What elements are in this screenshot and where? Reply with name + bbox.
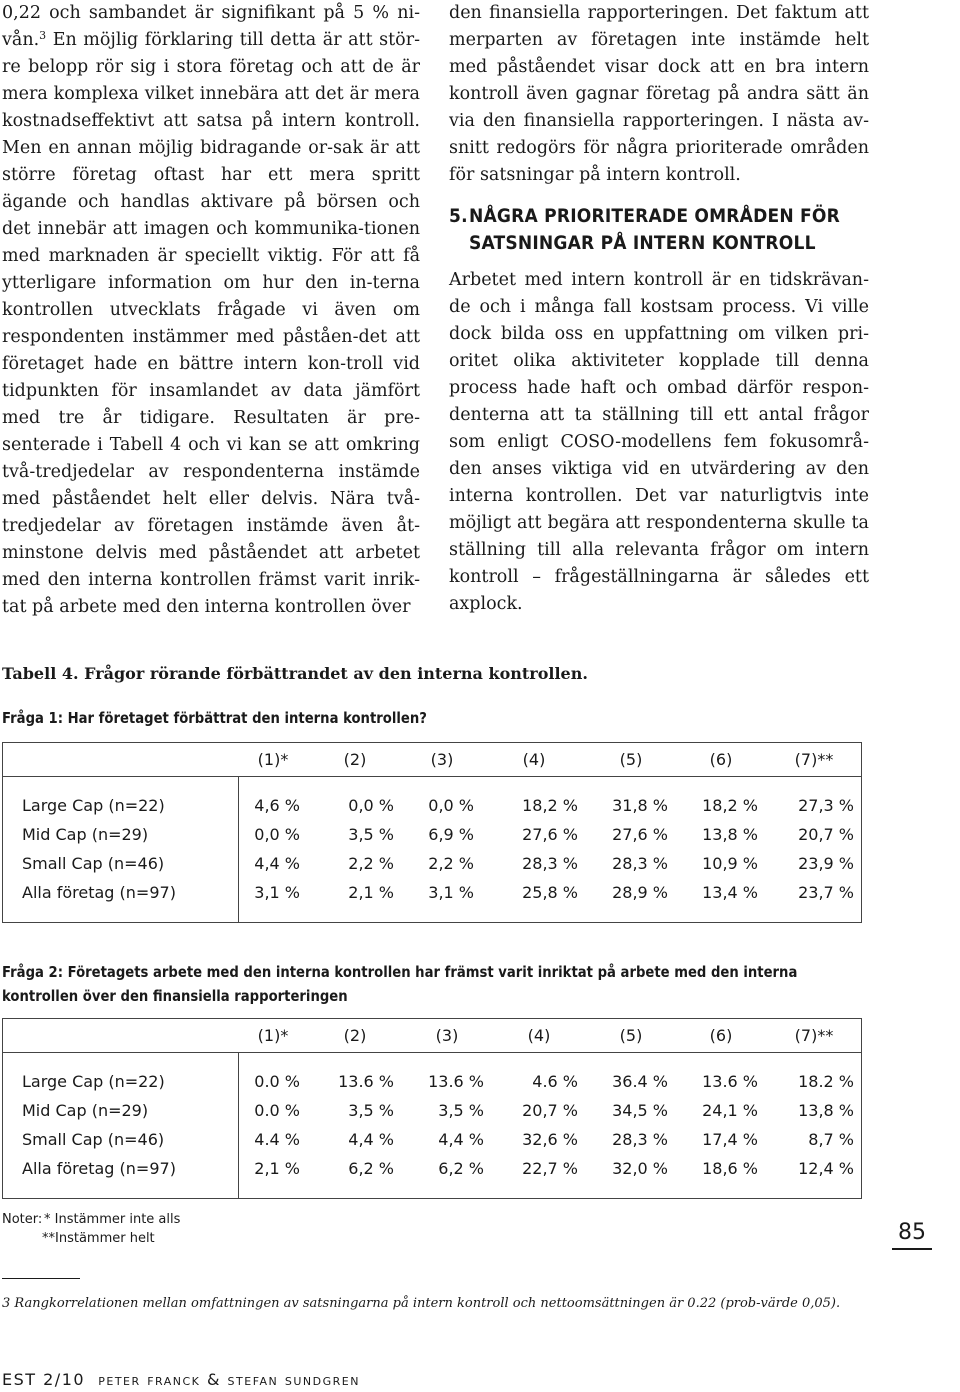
header-cell: (6)	[676, 1018, 766, 1053]
header-cell: (1)*	[238, 1018, 308, 1053]
header-cell: (5)	[586, 742, 676, 777]
notes-label: Noter:	[2, 1212, 43, 1227]
table-2-border	[2, 1018, 862, 1199]
note-2: **Instämmer helt	[42, 1231, 155, 1246]
table-row: Alla företag (n=97) 2,1 % 6,2 % 6,2 % 22,7 % 32,0 % 18,6 % 12,4 %	[22, 1159, 854, 1178]
section-heading-line2: SATSNINGAR PÅ INTERN KONTROLL	[469, 232, 816, 254]
footnote-reference[interactable]: 3	[39, 29, 47, 42]
page-number: 85	[892, 1218, 932, 1250]
table-caption: Tabell 4. Frågor rörande förbättrandet av den interna kontrollen.	[2, 664, 588, 683]
header-cell: (7)**	[766, 742, 862, 777]
body-paragraph: 0,22 och sambandet är signifikant på 5 % ni-vån.$^3$ En möjlig förklaring till detta är att stör-re belopp rör sig i stora företag och att de är mera komplexa vilket innebära att det är mera kostnadseffektivt att satsa på intern kontroll. Men en annan möjlig bidragande or-sak är att större företag oftast har ett mera spritt ägande och handlas aktivare på börsen och det innebär att imagen och kommunika-tionen med marknaden är speciellt viktig. För att få ytterligare information om hur den in-terna kontrollen utvecklats frågade vi även om respondenten instämmer med påståen-det att företaget hade en bättre intern kon-troll vid tidpunkten för insamlandet av data jämfört med tre år tidigare. Resultaten är pre-senterade i Tabell 4 och vi kan se att omkring två-tredjedelar av respondenterna instämde med påståendet helt eller delvis. Nära två-tredjedelar av företagen instämde även åt-minstone delvis med påståendet att arbetet med den interna kontrollen främst varit inrik-tat på arbete med den interna kontrollen över	[2, 3, 420, 617]
journal-issue: EST 2/10	[2, 1370, 86, 1389]
table-row: Large Cap (n=22) 0.0 % 13.6 % 13.6 % 4.6 % 36.4 % 13.6 % 18.2 %	[22, 1072, 854, 1091]
question-1-title: Fråga 1: Har företaget förbättrat den interna kontrollen?	[2, 709, 427, 727]
header-cell: (4)	[482, 742, 586, 777]
header-cell: (7)**	[766, 1018, 862, 1053]
header-cell: (2)	[308, 1018, 402, 1053]
section-heading-line1: NÅGRA PRIORITERADE OMRÅDEN FÖR	[469, 205, 840, 227]
footnote-rule	[2, 1278, 80, 1279]
right-column	[449, 0, 869, 618]
authors: peter franck & stefan sundgren	[98, 1370, 360, 1389]
footnote-text: Rangkorrelationen mellan omfattningen av satsningarna på intern kontroll och nettoomsättningen är 0.22 (prob-värde 0,05).	[14, 1296, 841, 1311]
section-number: 5.	[449, 205, 468, 227]
note-1: * Instämmer inte alls	[44, 1212, 181, 1227]
header-cell: (4)	[492, 1018, 586, 1053]
section-heading	[449, 203, 869, 257]
left-column	[2, 0, 420, 621]
table-row: Alla företag (n=97) 3,1 % 2,1 % 3,1 % 25,8 % 28,9 % 13,4 % 23,7 %	[22, 883, 854, 902]
table-row: Mid Cap (n=29) 0,0 % 3,5 % 6,9 % 27,6 % 27,6 % 13,8 % 20,7 %	[22, 825, 854, 844]
body-paragraph: den finansiella rapporteringen. Det faktum att merparten av företagen inte instämde helt med påståendet visar dock att en bra intern kontroll även gagnar företag på andra sätt än via den finansiella rapporteringen. I nästa av-snitt redogörs för några prioriterade områden för satsningar på intern kontroll.	[449, 3, 869, 185]
question-2-title: Fråga 2: Företagets arbete med den interna kontrollen har främst varit inriktat på arbete med den interna kontrollen över den finansiella rapporteringen	[2, 963, 798, 1005]
table-row: Small Cap (n=46) 4.4 % 4,4 % 4,4 % 32,6 % 28,3 % 17,4 % 8,7 %	[22, 1130, 854, 1149]
header-cell: (2)	[308, 742, 402, 777]
header-cell: (1)*	[238, 742, 308, 777]
table-row: Large Cap (n=22) 4,6 % 0,0 % 0,0 % 18,2 % 31,8 % 18,2 % 27,3 %	[22, 796, 854, 815]
header-cell: (3)	[402, 1018, 492, 1053]
table-notes	[2, 1210, 180, 1248]
running-footer	[2, 1370, 360, 1389]
footnote-number: 3	[2, 1296, 11, 1311]
header-cell: (3)	[402, 742, 482, 777]
footnote	[2, 1296, 840, 1311]
header-cell: (6)	[676, 742, 766, 777]
table-2-divider	[238, 1053, 239, 1199]
header-cell: (5)	[586, 1018, 676, 1053]
table-1-border	[2, 742, 862, 923]
table-1-divider	[238, 777, 239, 923]
body-paragraph: Arbetet med intern kontroll är en tidskrävan-de och i många fall kostsam process. Vi ville dock bilda oss en uppfattning om vilken pri-oritet olika aktiviteter kopplade till denna process hade haft och ombad därför respon-denterna att ta ställning till ett antal frågor som enligt COSO-modellens fem fokusområ-den anses viktiga vid en utvärdering av den interna kontrollen. Det var naturligtvis inte möjligt att begära att respondenterna skulle ta ställning till alla relevanta frågor om intern kontroll – frågeställningarna är således ett axplock.	[449, 270, 869, 614]
table-row: Small Cap (n=46) 4,4 % 2,2 % 2,2 % 28,3 % 28,3 % 10,9 % 23,9 %	[22, 854, 854, 873]
table-row: Mid Cap (n=29) 0.0 % 3,5 % 3,5 % 20,7 % 34,5 % 24,1 % 13,8 %	[22, 1101, 854, 1120]
